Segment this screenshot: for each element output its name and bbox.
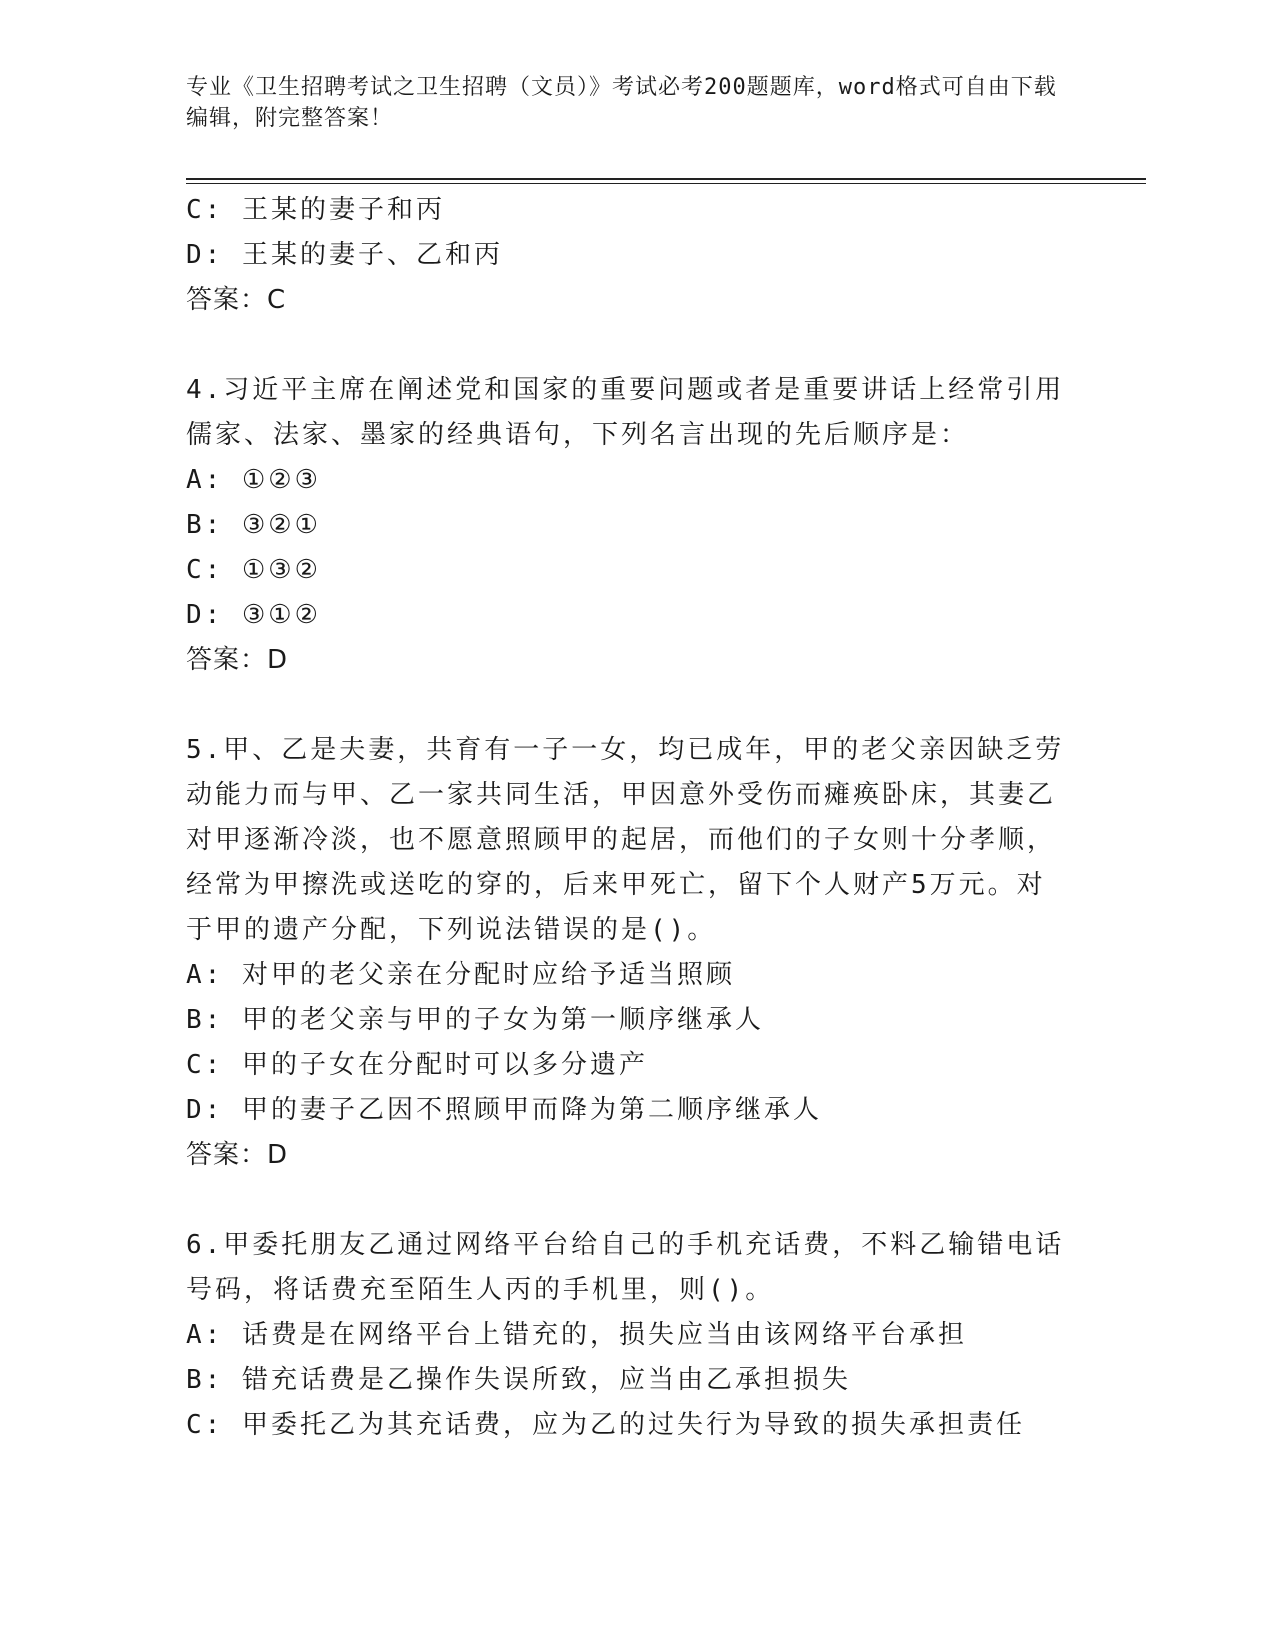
question-stem: 号码，将话费充至陌生人丙的手机里，则()。	[186, 1275, 775, 1305]
answer: 答案：C	[186, 285, 287, 315]
document-header: 专业《卫生招聘考试之卫生招聘（文员）》考试必考200题题库，word格式可自由下载编辑，附完整答案！	[186, 75, 1057, 131]
question-3	[186, 188, 1066, 323]
option-c: C: ①③②	[186, 555, 321, 585]
answer: 答案：D	[186, 645, 289, 675]
option-c: C: 王某的妻子和丙	[186, 195, 445, 225]
option-d: D: 甲的妻子乙因不照顾甲而降为第二顺序继承人	[186, 1095, 822, 1125]
question-stem: 经常为甲擦洗或送吃的穿的，后来甲死亡，留下个人财产5万元。对	[186, 870, 1046, 900]
option-d: D: 王某的妻子、乙和丙	[186, 240, 503, 270]
question-stem: 对甲逐渐冷淡，也不愿意照顾甲的起居，而他们的子女则十分孝顺，	[186, 825, 1057, 855]
option-c: C: 甲委托乙为其充话费，应为乙的过失行为导致的损失承担责任	[186, 1410, 1025, 1440]
question-content	[186, 188, 1066, 1448]
option-c: C: 甲的子女在分配时可以多分遗产	[186, 1050, 648, 1080]
question-stem: 儒家、法家、墨家的经典语句，下列名言出现的先后顺序是：	[186, 420, 970, 450]
question-4	[186, 368, 1066, 683]
option-b: B: ③②①	[186, 510, 321, 540]
option-a: A: 话费是在网络平台上错充的，损失应当由该网络平台承担	[186, 1320, 967, 1350]
answer: 答案：D	[186, 1140, 289, 1170]
header-divider-thin	[186, 183, 1146, 184]
question-6	[186, 1223, 1066, 1448]
question-5	[186, 728, 1066, 1178]
option-a: A: ①②③	[186, 465, 321, 495]
header-divider-thick	[186, 178, 1146, 180]
question-stem: 动能力而与甲、乙一家共同生活，甲因意外受伤而瘫痪卧床，其妻乙	[186, 780, 1057, 810]
question-stem: 于甲的遗产分配，下列说法错误的是()。	[186, 915, 717, 945]
option-d: D: ③①②	[186, 600, 321, 630]
option-a: A: 对甲的老父亲在分配时应给予适当照顾	[186, 960, 735, 990]
question-stem: 5.甲、乙是夫妻，共育有一子一女，均已成年，甲的老父亲因缺乏劳	[186, 735, 1065, 765]
option-b: B: 错充话费是乙操作失误所致，应当由乙承担损失	[186, 1365, 851, 1395]
option-b: B: 甲的老父亲与甲的子女为第一顺序继承人	[186, 1005, 764, 1035]
question-stem: 6.甲委托朋友乙通过网络平台给自己的手机充话费，不料乙输错电话	[186, 1230, 1065, 1260]
question-stem: 4.习近平主席在阐述党和国家的重要问题或者是重要讲话上经常引用	[186, 375, 1065, 405]
